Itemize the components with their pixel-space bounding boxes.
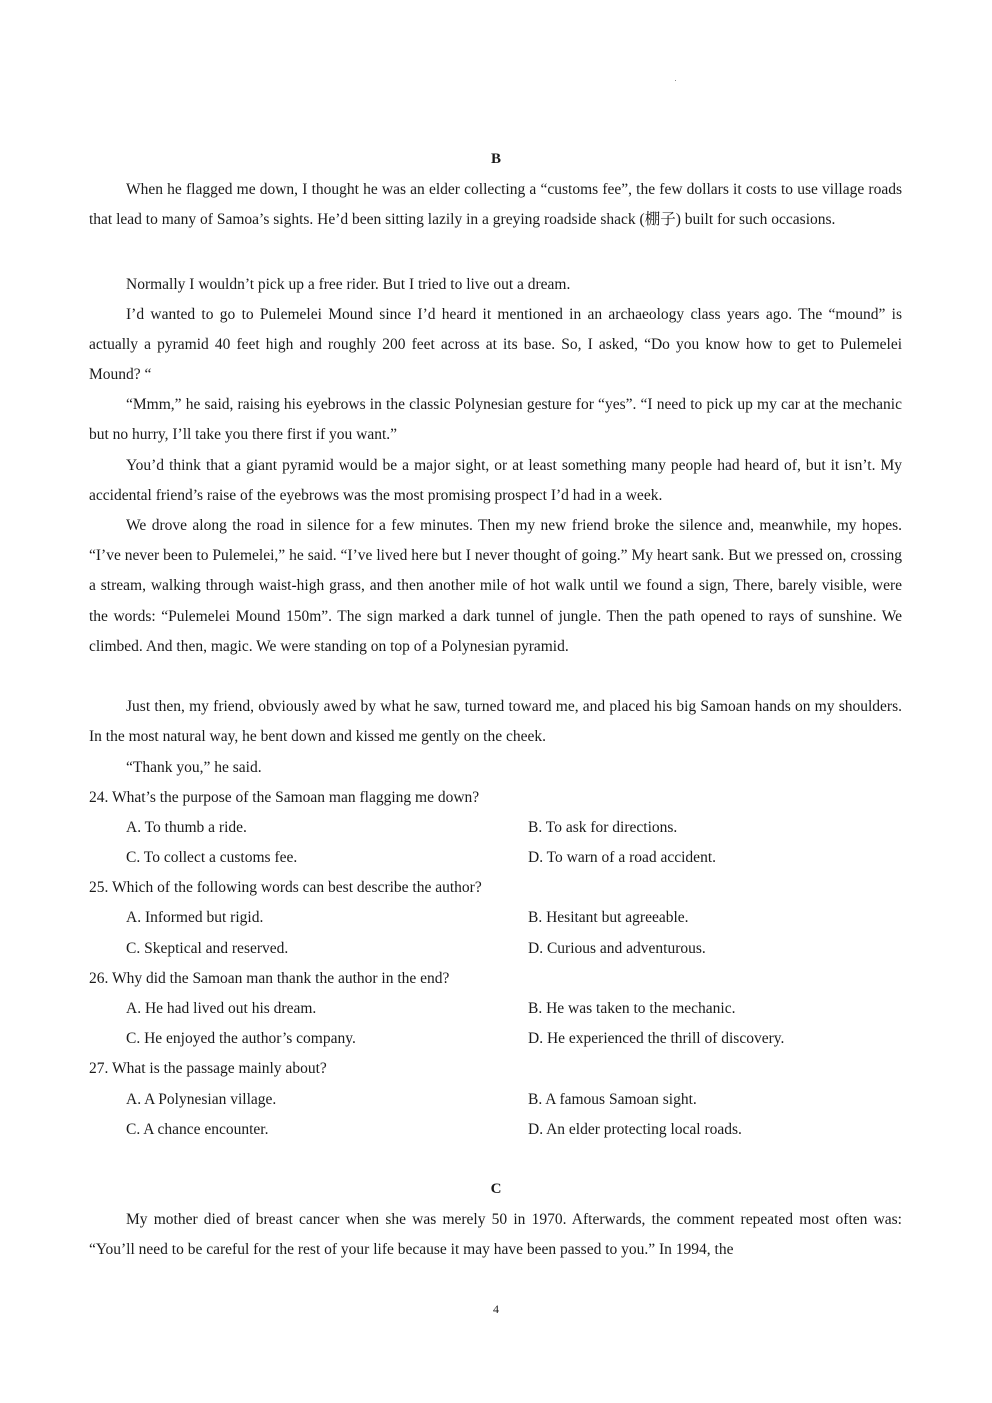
- passage-b-paragraph-5: You’d think that a giant pyramid would be a major sight, or at least something many people had heard of, but it isn’t. My accidental friend’s raise of the eyebrows was the most promising prospect I’d had in a week.: [89, 457, 902, 505]
- question-27-option-c: C. A chance encounter.: [126, 1121, 269, 1138]
- section-c-title: C: [490, 1181, 502, 1197]
- question-26-option-a: A. He had lived out his dream.: [126, 1000, 317, 1017]
- passage-b-paragraph-7: Just then, my friend, obviously awed by what he saw, turned toward me, and placed his big Samoan hands on my shoulders. In the most natural way, he bent down and kissed me gently on the cheek.: [89, 698, 902, 746]
- question-26-option-d: D. He experienced the thrill of discovery.: [528, 1030, 785, 1047]
- scan-speck: [675, 80, 676, 81]
- question-24-option-d: D. To warn of a road accident.: [528, 849, 716, 866]
- passage-b-paragraph-6: We drove along the road in silence for a few minutes. Then my new friend broke the silence and, meanwhile, my hopes. “I’ve never been to Pulemelei,” he said. “I’ve lived here but I never thought of going.” My heart sank. But we pressed on, crossing a stream, walking through waist-high grass, and then another mile of hot walk until we found a sign, There, barely visible, were the words: “Pulemelei Mound 150m”. The sign marked a dark tunnel of jungle. Then the path opened to rays of sunshine. We climbed. And then, magic. We were standing on top of a Polynesian pyramid.: [89, 517, 902, 655]
- passage-b-paragraph-3: I’d wanted to go to Pulemelei Mound since I’d heard it mentioned in an archaeology class years ago. The “mound” is actually a pyramid 40 feet high and roughly 200 feet across at its base. So, I asked, “Do you know how to get to Pulemelei Mound? “: [89, 306, 902, 384]
- passage-b-paragraph-1: When he flagged me down, I thought he was an elder collecting a “customs fee”, the few dollars it costs to use village roads that lead to many of Samoa’s sights. He’d been sitting lazily in a greying roadside shack (棚子) built for such occasions.: [89, 181, 902, 229]
- section-b-title: B: [490, 151, 501, 167]
- question-24-option-a: A. To thumb a ride.: [126, 819, 247, 836]
- question-25-stem: 25. Which of the following words can best describe the author?: [89, 879, 482, 896]
- question-27-option-b: B. A famous Samoan sight.: [528, 1091, 697, 1108]
- question-26-stem: 26. Why did the Samoan man thank the author in the end?: [89, 970, 450, 987]
- question-25-option-c: C. Skeptical and reserved.: [126, 940, 289, 957]
- passage-b-paragraph-4: “Mmm,” he said, raising his eyebrows in the classic Polynesian gesture for “yes”. “I need to pick up my car at the mechanic but no hurry, I’ll take you there first if you want.”: [89, 396, 902, 444]
- passage-b-paragraph-2: Normally I wouldn’t pick up a free rider. But I tried to live out a dream.: [126, 276, 571, 293]
- passage-c-paragraph-1: My mother died of breast cancer when she was merely 50 in 1970. Afterwards, the comment repeated most often was: “You’ll need to be careful for the rest of your life because it may have been passed to you.” In 1994, the: [89, 1211, 902, 1259]
- question-26-option-b: B. He was taken to the mechanic.: [528, 1000, 736, 1017]
- question-27-option-a: A. A Polynesian village.: [126, 1091, 277, 1108]
- question-25-option-d: D. Curious and adventurous.: [528, 940, 706, 957]
- question-24-option-b: B. To ask for directions.: [528, 819, 678, 836]
- question-24-option-c: C. To collect a customs fee.: [126, 849, 298, 866]
- question-26-option-c: C. He enjoyed the author’s company.: [126, 1030, 356, 1047]
- question-27-stem: 27. What is the passage mainly about?: [89, 1060, 327, 1077]
- question-27-option-d: D. An elder protecting local roads.: [528, 1121, 742, 1138]
- page-number: 4: [493, 1302, 499, 1316]
- question-24-stem: 24. What’s the purpose of the Samoan man flagging me down?: [89, 789, 480, 806]
- question-25-option-a: A. Informed but rigid.: [126, 909, 264, 926]
- passage-b-paragraph-8: “Thank you,” he said.: [126, 759, 262, 776]
- question-25-option-b: B. Hesitant but agreeable.: [528, 909, 689, 926]
